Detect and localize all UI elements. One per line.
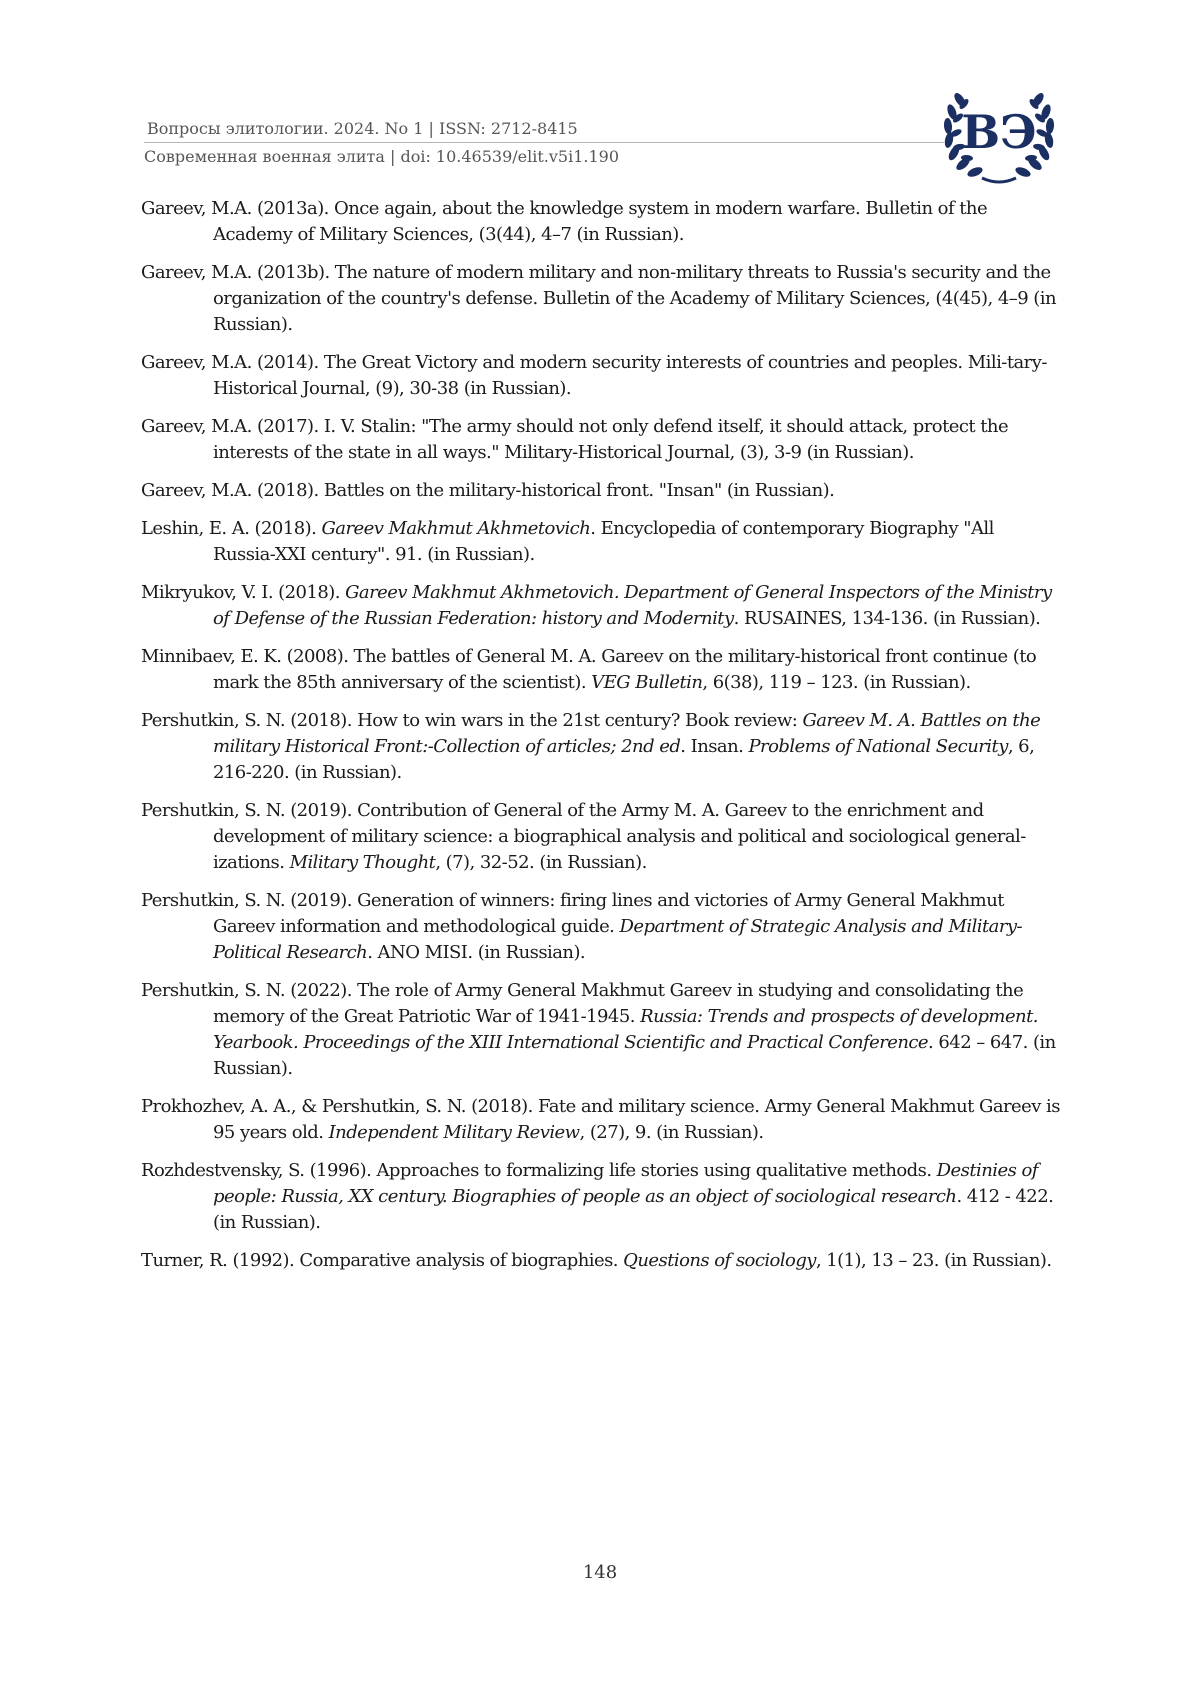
running-header: [144, 118, 944, 168]
reference-text-segment: . Insan.: [680, 736, 749, 757]
journal-logo: [938, 78, 1060, 190]
laurel-wreath-icon: [938, 78, 1060, 190]
article-section-doi-line: Современная военная элита | doi: 10.46539/elit.v5i1.190: [144, 147, 620, 166]
reference-entry: [141, 516, 1061, 568]
reference-text-segment: , (27), 9. (in Russian).: [579, 1122, 764, 1143]
reference-text-segment: . 642 – 647. (in Russian).: [213, 1032, 1056, 1079]
reference-text-segment: , (7), 32-52. (in Russian).: [435, 852, 647, 873]
reference-text-segment: Pershutkin, S. N. (2018). How to win wars in the 21st century? Book review:: [141, 710, 803, 731]
reference-text-segment: Turner, R. (1992). Comparative analysis of biographies.: [141, 1250, 624, 1271]
reference-text-segment: Pershutkin, S. N. (2019). Generation of winners: firing lines and victories of Army General Makhmut Gareev information and methodological guide.: [141, 890, 1004, 937]
reference-text-segment: Gareev, M.A. (2013b). The nature of modern military and non-military threats to Russia's security and the organization of the country's defense. Bulletin of the Academy of Military Sciences, (4(45), 4–9 (in Russian).: [141, 262, 1056, 335]
journal-issue-line: Вопросы элитологии. 2024. No 1 | ISSN: 2712-8415: [147, 119, 578, 138]
reference-text-segment: Gareev, M.A. (2017). I. V. Stalin: "The army should not only defend itself, it should attack, protect the interests of the state in all ways." Military-Historical Journal, (3), 3-9 (in Russian).: [141, 416, 1009, 463]
reference-text-segment: , 6(38), 119 – 123. (in Russian).: [702, 672, 971, 693]
reference-entry: [141, 888, 1061, 966]
reference-entry: [141, 580, 1061, 632]
reference-italic-segment: Problems of National Security: [748, 736, 1008, 757]
reference-italic-segment: VEG Bulletin: [591, 672, 703, 693]
reference-italic-segment: Gareev M. A. Battles on the military Historical Front:-Collection of articles; 2nd ed: [213, 710, 1041, 757]
reference-text-segment: Gareev, M.A. (2014). The Great Victory and modern security interests of countries and peoples. Mili-tary-Historical Journal, (9), 30-38 (in Russian).: [141, 352, 1047, 399]
reference-text-segment: . Encyclopedia of contemporary Biography "All Russia-XXI century". 91. (in Russian).: [213, 518, 994, 565]
reference-italic-segment: Russia: Trends and prospects of development. Yearbook. Proceedings of the XIII International Scientific and Practical Conference: [213, 1006, 1038, 1053]
reference-italic-segment: Gareev Makhmut Akhmetovich. Department of General Inspectors of the Ministry of Defense of the Russian Federation: history and Modernity: [213, 582, 1052, 629]
reference-text-segment: Prokhozhev, A. A., & Pershutkin, S. N. (2018). Fate and military science. Army General Makhmut Gareev is 95 years old.: [141, 1096, 1060, 1143]
reference-entry: [141, 478, 1061, 504]
reference-italic-segment: Department of Strategic Analysis and Military-Political Research: [213, 916, 1023, 963]
reference-entry: [141, 1248, 1061, 1274]
reference-text-segment: Mikryukov, V. I. (2018).: [141, 582, 346, 603]
reference-text-segment: Gareev, M.A. (2018). Battles on the military-historical front. "Insan" (in Russian).: [141, 480, 835, 501]
reference-entry: [141, 260, 1061, 338]
reference-italic-segment: Destinies of people: Russia, XX century. Biographies of people as an object of sociological research: [213, 1160, 1038, 1207]
reference-italic-segment: Questions of sociology: [623, 1250, 816, 1271]
reference-text-segment: Minnibaev, E. K. (2008). The battles of General M. A. Gareev on the military-historical front continue (to mark the 85th anniversary of the scientist).: [141, 646, 1037, 693]
reference-text-segment: , 1(1), 13 – 23. (in Russian).: [815, 1250, 1052, 1271]
reference-text-segment: Leshin, E. A. (2018).: [141, 518, 322, 539]
reference-entry: [141, 644, 1061, 696]
reference-italic-segment: Gareev Makhmut Akhmetovich: [321, 518, 591, 539]
reference-italic-segment: Independent Military Review: [328, 1122, 580, 1143]
reference-italic-segment: Military Thought: [289, 852, 436, 873]
header-divider: [144, 142, 944, 143]
reference-text-segment: . 412 - 422. (in Russian).: [213, 1186, 1054, 1233]
reference-text-segment: , 6, 216-220. (in Russian).: [213, 736, 1035, 783]
reference-text-segment: Gareev, M.A. (2013a). Once again, about the knowledge system in modern warfare. Bulletin of the Academy of Military Sciences, (3(44), 4–7 (in Russian).: [141, 198, 988, 245]
page-number: 148: [582, 1562, 618, 1583]
references-list: [141, 196, 1061, 1286]
reference-text-segment: Rozhdestvensky, S. (1996). Approaches to formalizing life stories using qualitative methods.: [141, 1160, 937, 1181]
logo-monogram: ВЭ: [961, 105, 1037, 159]
reference-entry: [141, 978, 1061, 1082]
reference-text-segment: Pershutkin, S. N. (2019). Contribution of General of the Army M. A. Gareev to the enrichment and development of military science: a biographical analysis and political and sociological general-izations.: [141, 800, 1026, 873]
reference-text-segment: Pershutkin, S. N. (2022). The role of Army General Makhmut Gareev in studying and consolidating the memory of the Great Patriotic War of 1941-1945.: [141, 980, 1024, 1027]
reference-entry: [141, 1158, 1061, 1236]
reference-text-segment: . RUSAINES, 134-136. (in Russian).: [733, 608, 1041, 629]
reference-entry: [141, 350, 1061, 402]
reference-entry: [141, 414, 1061, 466]
reference-text-segment: . ANO MISI. (in Russian).: [367, 942, 586, 963]
reference-entry: [141, 196, 1061, 248]
reference-entry: [141, 798, 1061, 876]
reference-entry: [141, 708, 1061, 786]
reference-entry: [141, 1094, 1061, 1146]
